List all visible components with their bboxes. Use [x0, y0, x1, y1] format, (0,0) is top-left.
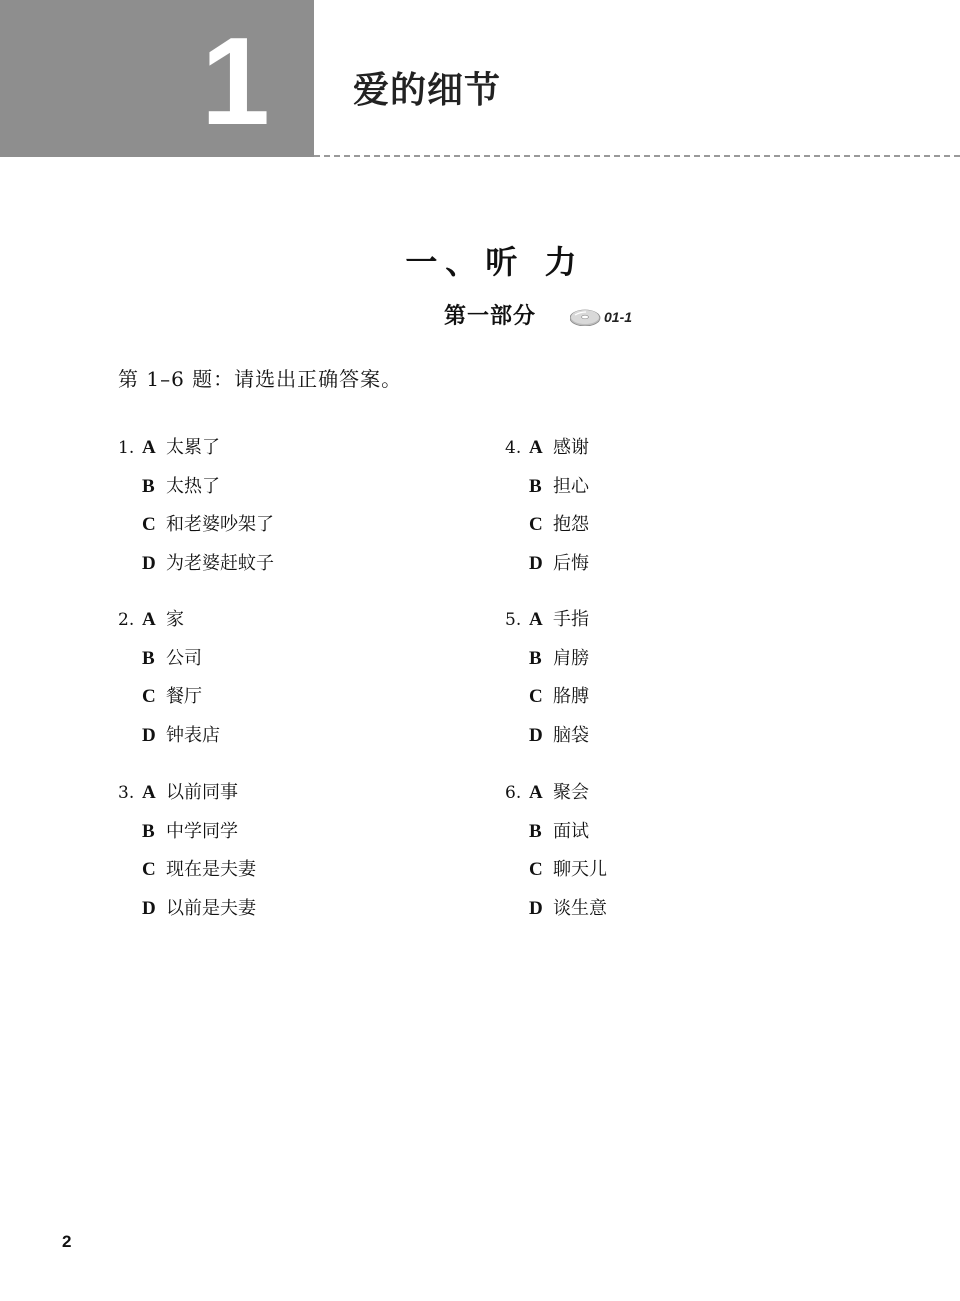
option-text: 抱怨	[553, 514, 589, 535]
section-title: 一、听 力	[405, 243, 585, 281]
question-number: 4.	[505, 438, 522, 458]
option-text: 为老婆赶蚊子	[166, 552, 274, 574]
option-letter: C	[529, 859, 543, 880]
answer-option	[142, 552, 274, 576]
option-text: 手指	[553, 609, 589, 630]
option-text: 感谢	[553, 437, 589, 458]
option-text: 和老婆吵架了	[166, 514, 274, 535]
option-text: 聚会	[553, 782, 589, 803]
option-letter: D	[142, 897, 156, 919]
option-text: 公司	[166, 647, 202, 669]
option-text: 面试	[553, 820, 589, 842]
track-number: 01-1	[604, 309, 633, 325]
option-text: 后悔	[553, 552, 589, 574]
page-number: 2	[62, 1232, 72, 1251]
lesson-title: 爱的细节	[353, 70, 502, 111]
option-letter: B	[529, 647, 542, 669]
answer-option	[529, 858, 607, 882]
answer-option	[142, 475, 220, 499]
option-text: 脑袋	[553, 724, 589, 746]
option-text: 以前同事	[166, 782, 238, 803]
option-letter: D	[529, 897, 543, 919]
answer-option	[529, 781, 589, 805]
part-heading	[444, 300, 632, 334]
answer-option	[142, 781, 238, 805]
option-text: 聊天儿	[553, 859, 607, 880]
answer-option	[529, 647, 589, 671]
option-text: 太热了	[166, 475, 220, 497]
answer-option	[142, 436, 220, 460]
question-number: 6.	[505, 783, 522, 803]
answer-option	[142, 724, 220, 748]
answer-option	[529, 552, 589, 576]
question-number: 1.	[118, 438, 135, 458]
option-letter: C	[142, 859, 156, 880]
question-number: 5.	[505, 610, 522, 630]
option-text: 太累了	[166, 437, 220, 458]
option-text: 钟表店	[166, 724, 220, 746]
answer-option	[142, 685, 202, 709]
option-letter: C	[529, 686, 543, 707]
answer-option	[142, 820, 238, 844]
option-letter: C	[142, 686, 156, 707]
option-letter: D	[142, 552, 156, 574]
part-title: 第一部分	[444, 304, 537, 329]
option-letter: D	[529, 724, 543, 746]
option-letter: A	[142, 782, 156, 803]
option-text: 肩膀	[553, 647, 589, 669]
option-letter: B	[142, 820, 155, 842]
answer-option	[142, 897, 256, 921]
option-letter: A	[529, 437, 543, 458]
answer-option	[529, 608, 589, 632]
answer-option	[529, 436, 589, 460]
lesson-number: 1	[201, 13, 270, 151]
option-letter: A	[142, 437, 156, 458]
answer-option	[142, 513, 274, 537]
option-letter: B	[142, 475, 155, 497]
option-letter: D	[529, 552, 543, 574]
answer-option	[529, 685, 589, 709]
instruction: 第 1–6 题：请选出正确答案。	[118, 367, 403, 391]
option-text: 以前是夫妻	[166, 897, 256, 919]
option-text: 谈生意	[553, 897, 607, 919]
answer-option	[142, 647, 202, 671]
answer-option	[142, 858, 256, 882]
answer-option	[529, 897, 607, 921]
option-letter: C	[529, 514, 543, 535]
option-text: 家	[166, 609, 184, 630]
option-letter: D	[142, 724, 156, 746]
answer-option	[142, 608, 184, 632]
option-letter: A	[142, 609, 156, 630]
answer-option	[529, 475, 589, 499]
option-letter: B	[142, 647, 155, 669]
header-divider	[314, 155, 960, 157]
option-letter: A	[529, 782, 543, 803]
option-text: 胳膊	[553, 686, 589, 707]
option-text: 现在是夫妻	[166, 859, 256, 880]
option-letter: C	[142, 514, 156, 535]
option-text: 中学同学	[166, 820, 238, 842]
option-letter: A	[529, 609, 543, 630]
answer-option	[529, 513, 589, 537]
option-text: 餐厅	[166, 686, 202, 707]
chapter-header-box	[0, 0, 314, 157]
question-number: 3.	[118, 783, 135, 803]
answer-option	[529, 820, 589, 844]
option-letter: B	[529, 820, 542, 842]
option-letter: B	[529, 475, 542, 497]
option-text: 担心	[553, 475, 589, 497]
cd-icon	[570, 308, 602, 326]
question-number: 2.	[118, 610, 135, 630]
answer-option	[529, 724, 589, 748]
